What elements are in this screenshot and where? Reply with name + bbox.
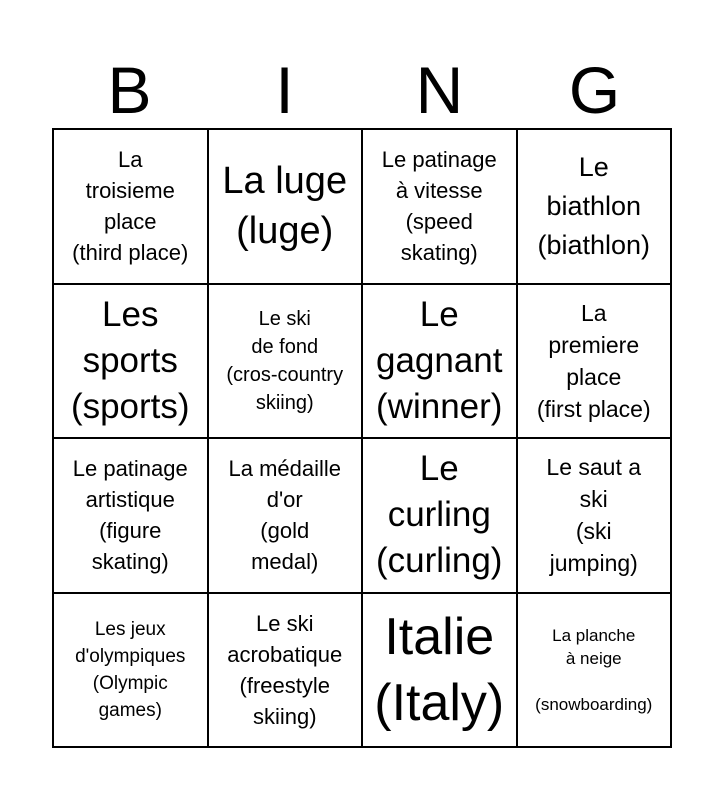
bingo-cell[interactable] — [362, 129, 517, 284]
cell-text: Le ski acrobatique (freestyle skiing) — [227, 610, 343, 729]
cell-text: Le patinage artistique (figure skating) — [72, 456, 188, 575]
header-letter-g: G — [568, 53, 621, 127]
bingo-card-grid — [52, 128, 672, 748]
bingo-cell[interactable] — [53, 593, 208, 748]
bingo-cell[interactable] — [208, 129, 363, 284]
bingo-cell[interactable] — [517, 129, 672, 284]
bingo-cell[interactable] — [53, 129, 208, 284]
cell-text: Les sports (sports) — [70, 294, 190, 426]
bingo-cell[interactable] — [362, 593, 517, 748]
bingo-header — [52, 52, 672, 128]
header-letter-n: N — [415, 53, 464, 127]
cell-text: La luge (luge) — [222, 160, 348, 253]
cell-text: Les jeux d'olympiques (Olympic games) — [75, 618, 186, 721]
cell-text: Le curling (curling) — [376, 449, 503, 581]
bingo-cell[interactable] — [517, 593, 672, 748]
cell-text: Le patinage à vitesse (speed skating) — [381, 147, 497, 266]
cell-text: La médaille d'or (gold medal) — [228, 456, 341, 575]
bingo-cell[interactable] — [362, 438, 517, 593]
bingo-cell[interactable] — [208, 284, 363, 439]
bingo-cell[interactable] — [53, 284, 208, 439]
bingo-cell[interactable] — [362, 284, 517, 439]
cell-text: Le gagnant (winner) — [375, 294, 503, 426]
header-letter-b: B — [107, 53, 152, 127]
bingo-cell[interactable] — [517, 438, 672, 593]
cell-text: Le saut a ski (ski jumping) — [546, 454, 642, 577]
cell-text: Le biathlon (biathlon) — [537, 151, 651, 260]
bingo-cell[interactable] — [208, 438, 363, 593]
cell-text: La troisieme place (third place) — [72, 147, 189, 266]
bingo-cell[interactable] — [53, 438, 208, 593]
cell-text: La premiere place (first place) — [536, 299, 651, 422]
cell-text: Italie (Italy) — [374, 607, 505, 732]
cell-text: Le ski de fond (cros-country skiing) — [226, 307, 344, 414]
cell-text: La planche à neige (snowboarding) — [535, 625, 653, 714]
bingo-cell[interactable] — [208, 593, 363, 748]
header-letter-i: I — [275, 53, 294, 127]
bingo-cell[interactable] — [517, 284, 672, 439]
